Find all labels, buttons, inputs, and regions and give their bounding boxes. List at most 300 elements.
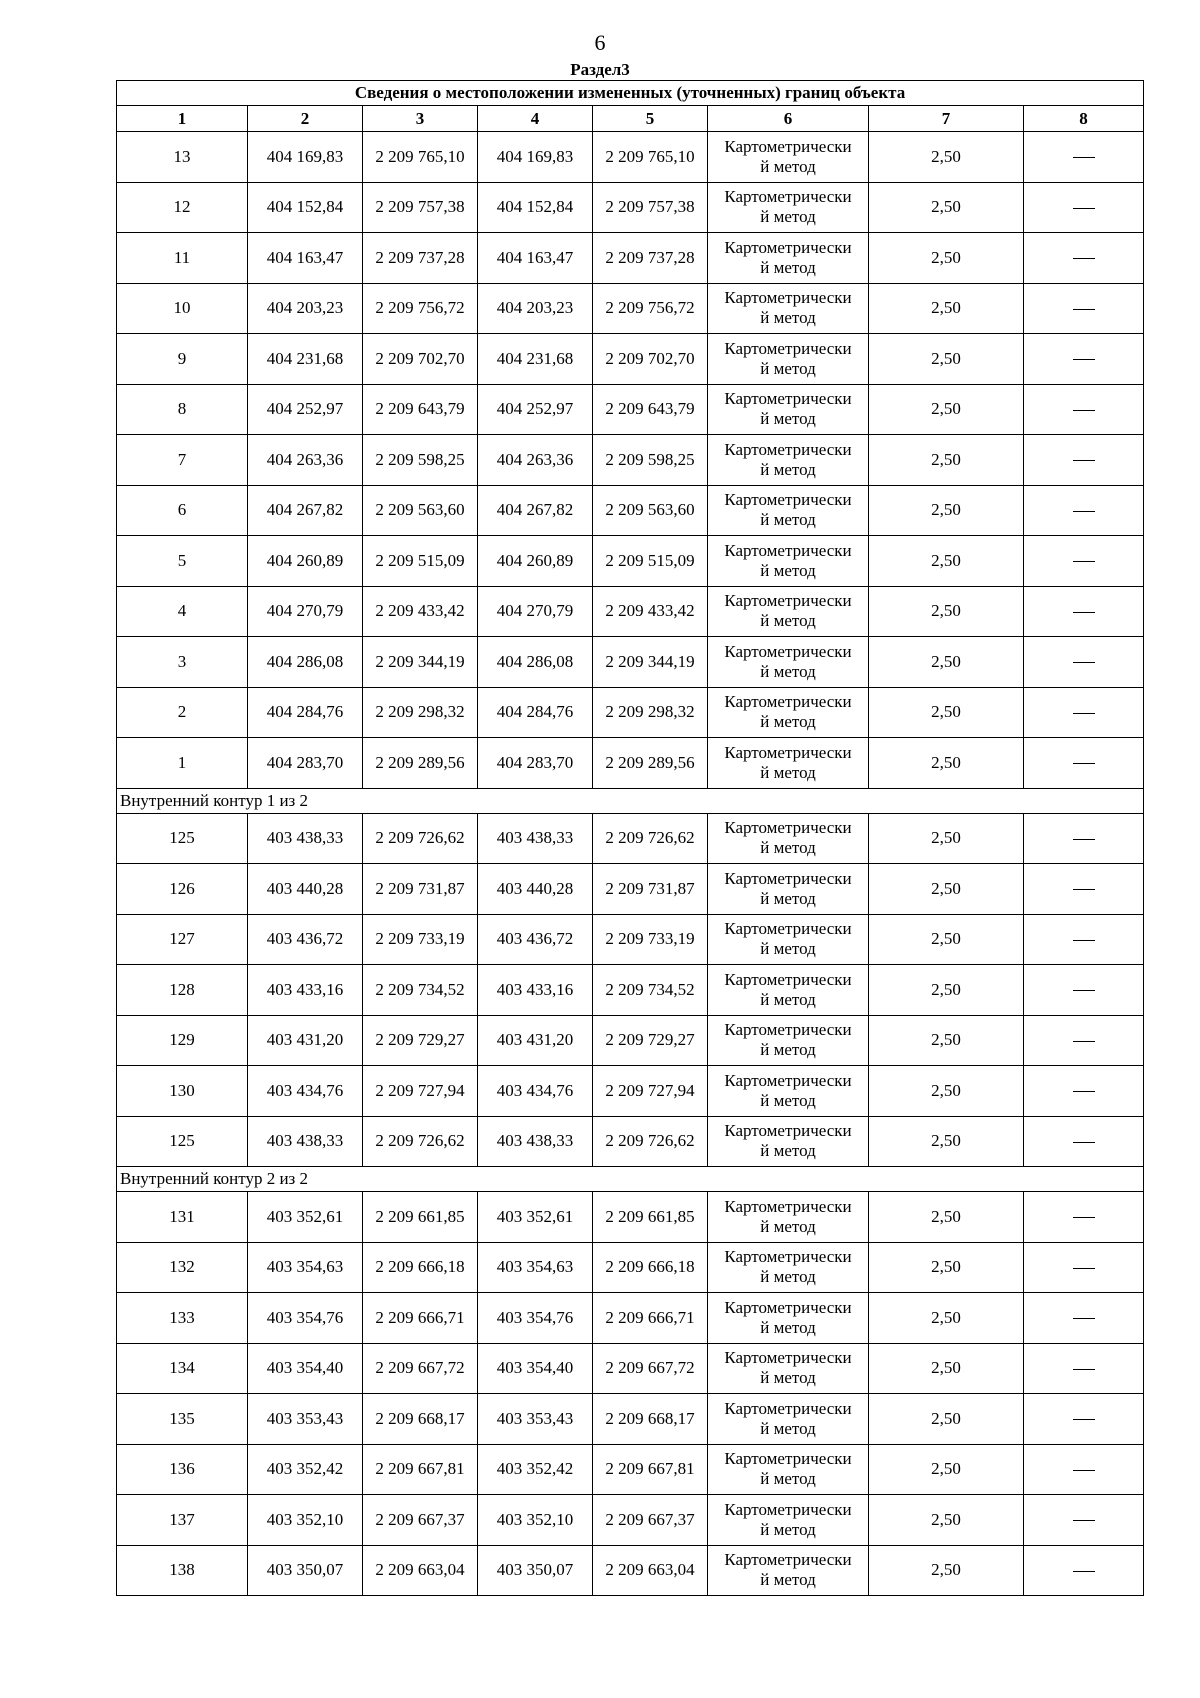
method-line: й метод [760, 1368, 816, 1388]
description-cell [1024, 384, 1144, 435]
table-row [117, 334, 1144, 385]
method-cell [708, 1015, 869, 1066]
table-row [117, 384, 1144, 435]
y-coordinate-refined-cell: 2 209 663,04 [593, 1545, 708, 1596]
method-cell [708, 637, 869, 688]
accuracy-cell: 2,50 [869, 435, 1024, 486]
dash-mark [1073, 511, 1095, 512]
y-coordinate-refined-cell: 2 209 734,52 [593, 965, 708, 1016]
dash-mark [1073, 1318, 1095, 1319]
y-coordinate-cell: 2 209 663,04 [363, 1545, 478, 1596]
y-coordinate-refined-cell: 2 209 756,72 [593, 283, 708, 334]
dash-mark [1073, 359, 1095, 360]
y-coordinate-cell: 2 209 289,56 [363, 738, 478, 789]
y-coordinate-refined-cell: 2 209 667,81 [593, 1444, 708, 1495]
method-line: Картометрически [724, 389, 852, 409]
dash-mark [1073, 763, 1095, 764]
description-cell [1024, 435, 1144, 486]
x-coordinate-cell: 403 352,61 [248, 1192, 363, 1243]
y-coordinate-cell: 2 209 702,70 [363, 334, 478, 385]
x-coordinate-cell: 403 431,20 [248, 1015, 363, 1066]
method-line: й метод [760, 358, 816, 378]
x-coordinate-cell: 403 354,63 [248, 1242, 363, 1293]
accuracy-cell: 2,50 [869, 384, 1024, 435]
x-coordinate-cell: 404 163,47 [248, 233, 363, 284]
method-line: й метод [760, 1519, 816, 1539]
method-cell [708, 283, 869, 334]
column-header: 2 [248, 106, 363, 132]
column-header: 7 [869, 106, 1024, 132]
accuracy-cell: 2,50 [869, 182, 1024, 233]
x-coordinate-refined-cell: 403 434,76 [478, 1066, 593, 1117]
x-coordinate-refined-cell: 403 353,43 [478, 1394, 593, 1445]
x-coordinate-refined-cell: 404 231,68 [478, 334, 593, 385]
accuracy-cell: 2,50 [869, 864, 1024, 915]
table-row [117, 738, 1144, 789]
accuracy-cell: 2,50 [869, 914, 1024, 965]
method-line: й метод [760, 459, 816, 479]
table-row [117, 864, 1144, 915]
table-row [117, 1394, 1144, 1445]
point-number-cell: 5 [117, 536, 248, 587]
x-coordinate-cell: 404 267,82 [248, 485, 363, 536]
point-number-cell: 3 [117, 637, 248, 688]
table-row [117, 1545, 1144, 1596]
y-coordinate-cell: 2 209 563,60 [363, 485, 478, 536]
method-line: й метод [760, 409, 816, 429]
method-line: Картометрически [724, 641, 852, 661]
column-header: 6 [708, 106, 869, 132]
column-header: 8 [1024, 106, 1144, 132]
method-cell [708, 1444, 869, 1495]
description-cell [1024, 1015, 1144, 1066]
table-row [117, 1066, 1144, 1117]
point-number-cell: 127 [117, 914, 248, 965]
x-coordinate-refined-cell: 403 440,28 [478, 864, 593, 915]
method-line: й метод [760, 156, 816, 176]
y-coordinate-cell: 2 209 661,85 [363, 1192, 478, 1243]
x-coordinate-refined-cell: 403 352,10 [478, 1495, 593, 1546]
description-cell [1024, 738, 1144, 789]
table-row [117, 813, 1144, 864]
x-coordinate-refined-cell: 403 352,61 [478, 1192, 593, 1243]
y-coordinate-refined-cell: 2 209 643,79 [593, 384, 708, 435]
x-coordinate-cell: 403 354,76 [248, 1293, 363, 1344]
y-coordinate-cell: 2 209 733,19 [363, 914, 478, 965]
x-coordinate-cell: 403 354,40 [248, 1343, 363, 1394]
column-header: 4 [478, 106, 593, 132]
table-row [117, 132, 1144, 183]
y-coordinate-refined-cell: 2 209 666,71 [593, 1293, 708, 1344]
point-number-cell: 10 [117, 283, 248, 334]
column-header: 1 [117, 106, 248, 132]
page-number: 6 [594, 30, 606, 55]
y-coordinate-cell: 2 209 598,25 [363, 435, 478, 486]
point-number-cell: 4 [117, 586, 248, 637]
table-caption: Сведения о местоположении измененных (уточненных) границ объекта [117, 81, 1144, 106]
y-coordinate-refined-cell: 2 209 563,60 [593, 485, 708, 536]
point-number-cell: 1 [117, 738, 248, 789]
y-coordinate-cell: 2 209 731,87 [363, 864, 478, 915]
column-header: 3 [363, 106, 478, 132]
point-number-cell: 2 [117, 687, 248, 738]
method-line: й метод [760, 661, 816, 681]
point-number-cell: 129 [117, 1015, 248, 1066]
accuracy-cell: 2,50 [869, 1495, 1024, 1546]
accuracy-cell: 2,50 [869, 132, 1024, 183]
x-coordinate-refined-cell: 403 354,76 [478, 1293, 593, 1344]
description-cell [1024, 864, 1144, 915]
dash-mark [1073, 1369, 1095, 1370]
accuracy-cell: 2,50 [869, 536, 1024, 587]
accuracy-cell: 2,50 [869, 334, 1024, 385]
dash-mark [1073, 662, 1095, 663]
y-coordinate-refined-cell: 2 209 757,38 [593, 182, 708, 233]
y-coordinate-refined-cell: 2 209 667,72 [593, 1343, 708, 1394]
method-line: й метод [760, 1469, 816, 1489]
x-coordinate-cell: 403 436,72 [248, 914, 363, 965]
x-coordinate-refined-cell: 404 283,70 [478, 738, 593, 789]
method-cell [708, 965, 869, 1016]
method-line: й метод [760, 1317, 816, 1337]
x-coordinate-cell: 404 283,70 [248, 738, 363, 789]
dash-mark [1073, 990, 1095, 991]
y-coordinate-refined-cell: 2 209 726,62 [593, 813, 708, 864]
description-cell [1024, 637, 1144, 688]
description-cell [1024, 813, 1144, 864]
y-coordinate-refined-cell: 2 209 433,42 [593, 586, 708, 637]
description-cell [1024, 965, 1144, 1016]
y-coordinate-cell: 2 209 344,19 [363, 637, 478, 688]
x-coordinate-cell: 404 263,36 [248, 435, 363, 486]
accuracy-cell: 2,50 [869, 233, 1024, 284]
dash-mark [1073, 713, 1095, 714]
x-coordinate-refined-cell: 404 152,84 [478, 182, 593, 233]
y-coordinate-refined-cell: 2 209 668,17 [593, 1394, 708, 1445]
method-line: Картометрически [724, 1449, 852, 1469]
description-cell [1024, 233, 1144, 284]
method-line: Картометрически [724, 1499, 852, 1519]
description-cell [1024, 1394, 1144, 1445]
table-row [117, 1192, 1144, 1243]
coordinates-table [116, 80, 1144, 1596]
x-coordinate-cell: 403 352,42 [248, 1444, 363, 1495]
method-cell [708, 687, 869, 738]
method-cell [708, 485, 869, 536]
contour-row [117, 1167, 1144, 1192]
y-coordinate-cell: 2 209 757,38 [363, 182, 478, 233]
y-coordinate-refined-cell: 2 209 727,94 [593, 1066, 708, 1117]
method-line: Картометрически [724, 439, 852, 459]
accuracy-cell: 2,50 [869, 1015, 1024, 1066]
method-cell [708, 864, 869, 915]
y-coordinate-refined-cell: 2 209 729,27 [593, 1015, 708, 1066]
y-coordinate-cell: 2 209 737,28 [363, 233, 478, 284]
table-row [117, 687, 1144, 738]
dash-mark [1073, 460, 1095, 461]
x-coordinate-cell: 404 270,79 [248, 586, 363, 637]
method-line: й метод [760, 257, 816, 277]
point-number-cell: 12 [117, 182, 248, 233]
method-line: Картометрически [724, 1196, 852, 1216]
y-coordinate-cell: 2 209 667,72 [363, 1343, 478, 1394]
method-line: Картометрически [724, 969, 852, 989]
method-cell [708, 182, 869, 233]
point-number-cell: 125 [117, 813, 248, 864]
x-coordinate-refined-cell: 403 354,40 [478, 1343, 593, 1394]
point-number-cell: 125 [117, 1116, 248, 1167]
method-line: й метод [760, 1040, 816, 1060]
dash-mark [1073, 1091, 1095, 1092]
method-cell [708, 334, 869, 385]
method-line: Картометрически [724, 1070, 852, 1090]
dash-mark [1073, 1142, 1095, 1143]
method-cell [708, 435, 869, 486]
method-line: й метод [760, 888, 816, 908]
x-coordinate-cell: 403 440,28 [248, 864, 363, 915]
y-coordinate-refined-cell: 2 209 666,18 [593, 1242, 708, 1293]
method-line: й метод [760, 308, 816, 328]
dash-mark [1073, 612, 1095, 613]
dash-mark [1073, 1419, 1095, 1420]
method-cell [708, 914, 869, 965]
y-coordinate-cell: 2 209 668,17 [363, 1394, 478, 1445]
x-coordinate-refined-cell: 403 431,20 [478, 1015, 593, 1066]
dash-mark [1073, 839, 1095, 840]
description-cell [1024, 1293, 1144, 1344]
method-line: Картометрически [724, 237, 852, 257]
description-cell [1024, 914, 1144, 965]
table-row [117, 536, 1144, 587]
method-line: й метод [760, 1418, 816, 1438]
y-coordinate-cell: 2 209 726,62 [363, 813, 478, 864]
method-line: Картометрически [724, 288, 852, 308]
x-coordinate-refined-cell: 404 267,82 [478, 485, 593, 536]
method-line: Картометрически [724, 540, 852, 560]
description-cell [1024, 536, 1144, 587]
description-cell [1024, 283, 1144, 334]
x-coordinate-cell: 404 260,89 [248, 536, 363, 587]
point-number-cell: 11 [117, 233, 248, 284]
y-coordinate-refined-cell: 2 209 667,37 [593, 1495, 708, 1546]
table-row [117, 914, 1144, 965]
accuracy-cell: 2,50 [869, 687, 1024, 738]
description-cell [1024, 586, 1144, 637]
method-cell [708, 1545, 869, 1596]
method-line: й метод [760, 712, 816, 732]
dash-mark [1073, 258, 1095, 259]
method-line: й метод [760, 207, 816, 227]
x-coordinate-refined-cell: 404 263,36 [478, 435, 593, 486]
accuracy-cell: 2,50 [869, 586, 1024, 637]
method-line: й метод [760, 838, 816, 858]
y-coordinate-cell: 2 209 515,09 [363, 536, 478, 587]
method-line: й метод [760, 1570, 816, 1590]
accuracy-cell: 2,50 [869, 965, 1024, 1016]
method-line: Картометрически [724, 591, 852, 611]
method-line: й метод [760, 1267, 816, 1287]
point-number-cell: 132 [117, 1242, 248, 1293]
method-cell [708, 1192, 869, 1243]
method-cell [708, 536, 869, 587]
accuracy-cell: 2,50 [869, 1545, 1024, 1596]
method-cell [708, 384, 869, 435]
description-cell [1024, 1495, 1144, 1546]
y-coordinate-cell: 2 209 729,27 [363, 1015, 478, 1066]
x-coordinate-cell: 403 434,76 [248, 1066, 363, 1117]
x-coordinate-refined-cell: 403 436,72 [478, 914, 593, 965]
y-coordinate-refined-cell: 2 209 765,10 [593, 132, 708, 183]
dash-mark [1073, 157, 1095, 158]
x-coordinate-cell: 403 352,10 [248, 1495, 363, 1546]
y-coordinate-cell: 2 209 727,94 [363, 1066, 478, 1117]
point-number-cell: 138 [117, 1545, 248, 1596]
method-line: й метод [760, 560, 816, 580]
y-coordinate-refined-cell: 2 209 515,09 [593, 536, 708, 587]
description-cell [1024, 1242, 1144, 1293]
method-line: й метод [760, 1216, 816, 1236]
y-coordinate-refined-cell: 2 209 598,25 [593, 435, 708, 486]
x-coordinate-refined-cell: 404 169,83 [478, 132, 593, 183]
x-coordinate-refined-cell: 403 350,07 [478, 1545, 593, 1596]
x-coordinate-cell: 403 350,07 [248, 1545, 363, 1596]
method-cell [708, 1394, 869, 1445]
point-number-cell: 6 [117, 485, 248, 536]
accuracy-cell: 2,50 [869, 1293, 1024, 1344]
method-line: Картометрически [724, 187, 852, 207]
table-row [117, 965, 1144, 1016]
x-coordinate-refined-cell: 404 203,23 [478, 283, 593, 334]
method-line: Картометрически [724, 1247, 852, 1267]
description-cell [1024, 1444, 1144, 1495]
dash-mark [1073, 1520, 1095, 1521]
point-number-cell: 8 [117, 384, 248, 435]
point-number-cell: 133 [117, 1293, 248, 1344]
dash-mark [1073, 1041, 1095, 1042]
accuracy-cell: 2,50 [869, 1116, 1024, 1167]
x-coordinate-refined-cell: 404 286,08 [478, 637, 593, 688]
method-line: Картометрически [724, 692, 852, 712]
description-cell [1024, 1066, 1144, 1117]
method-cell [708, 233, 869, 284]
point-number-cell: 13 [117, 132, 248, 183]
x-coordinate-refined-cell: 403 354,63 [478, 1242, 593, 1293]
accuracy-cell: 2,50 [869, 1066, 1024, 1117]
description-cell [1024, 132, 1144, 183]
method-line: й метод [760, 1090, 816, 1110]
y-coordinate-refined-cell: 2 209 289,56 [593, 738, 708, 789]
x-coordinate-cell: 404 252,97 [248, 384, 363, 435]
y-coordinate-cell: 2 209 765,10 [363, 132, 478, 183]
x-coordinate-refined-cell: 403 352,42 [478, 1444, 593, 1495]
point-number-cell: 137 [117, 1495, 248, 1546]
y-coordinate-refined-cell: 2 209 726,62 [593, 1116, 708, 1167]
contour-label: Внутренний контур 2 из 2 [117, 1167, 1144, 1192]
method-cell [708, 586, 869, 637]
table-caption-row [117, 81, 1144, 106]
accuracy-cell: 2,50 [869, 485, 1024, 536]
method-line: Картометрически [724, 1297, 852, 1317]
dash-mark [1073, 309, 1095, 310]
x-coordinate-cell: 404 169,83 [248, 132, 363, 183]
dash-mark [1073, 410, 1095, 411]
x-coordinate-refined-cell: 404 270,79 [478, 586, 593, 637]
table-row [117, 586, 1144, 637]
x-coordinate-refined-cell: 403 433,16 [478, 965, 593, 1016]
description-cell [1024, 687, 1144, 738]
point-number-cell: 128 [117, 965, 248, 1016]
description-cell [1024, 334, 1144, 385]
y-coordinate-cell: 2 209 726,62 [363, 1116, 478, 1167]
method-cell [708, 1242, 869, 1293]
table-row [117, 485, 1144, 536]
y-coordinate-refined-cell: 2 209 298,32 [593, 687, 708, 738]
table-header-row [117, 106, 1144, 132]
method-line: Картометрически [724, 919, 852, 939]
y-coordinate-refined-cell: 2 209 702,70 [593, 334, 708, 385]
method-line: Картометрически [724, 818, 852, 838]
accuracy-cell: 2,50 [869, 1192, 1024, 1243]
method-cell [708, 1343, 869, 1394]
accuracy-cell: 2,50 [869, 1444, 1024, 1495]
accuracy-cell: 2,50 [869, 1242, 1024, 1293]
method-cell [708, 132, 869, 183]
x-coordinate-cell: 404 231,68 [248, 334, 363, 385]
point-number-cell: 9 [117, 334, 248, 385]
method-cell [708, 1293, 869, 1344]
method-line: й метод [760, 939, 816, 959]
method-line: Картометрически [724, 1550, 852, 1570]
table-body [117, 132, 1144, 1596]
method-cell [708, 738, 869, 789]
dash-mark [1073, 940, 1095, 941]
y-coordinate-cell: 2 209 643,79 [363, 384, 478, 435]
column-header: 5 [593, 106, 708, 132]
y-coordinate-cell: 2 209 667,81 [363, 1444, 478, 1495]
method-line: Картометрически [724, 1348, 852, 1368]
table-row [117, 283, 1144, 334]
dash-mark [1073, 1217, 1095, 1218]
table-row [117, 1116, 1144, 1167]
description-cell [1024, 485, 1144, 536]
point-number-cell: 135 [117, 1394, 248, 1445]
method-line: Картометрически [724, 868, 852, 888]
x-coordinate-cell: 403 438,33 [248, 1116, 363, 1167]
method-cell [708, 1495, 869, 1546]
table-row [117, 1293, 1144, 1344]
point-number-cell: 134 [117, 1343, 248, 1394]
table-row [117, 1444, 1144, 1495]
contour-label: Внутренний контур 1 из 2 [117, 788, 1144, 813]
accuracy-cell: 2,50 [869, 637, 1024, 688]
x-coordinate-cell: 404 203,23 [248, 283, 363, 334]
description-cell [1024, 1116, 1144, 1167]
dash-mark [1073, 1268, 1095, 1269]
y-coordinate-refined-cell: 2 209 661,85 [593, 1192, 708, 1243]
accuracy-cell: 2,50 [869, 283, 1024, 334]
contour-row [117, 788, 1144, 813]
method-line: й метод [760, 1141, 816, 1161]
x-coordinate-cell: 403 433,16 [248, 965, 363, 1016]
table-row [117, 233, 1144, 284]
method-cell [708, 813, 869, 864]
description-cell [1024, 1192, 1144, 1243]
point-number-cell: 131 [117, 1192, 248, 1243]
dash-mark [1073, 1571, 1095, 1572]
x-coordinate-cell: 403 438,33 [248, 813, 363, 864]
y-coordinate-cell: 2 209 756,72 [363, 283, 478, 334]
x-coordinate-cell: 404 152,84 [248, 182, 363, 233]
